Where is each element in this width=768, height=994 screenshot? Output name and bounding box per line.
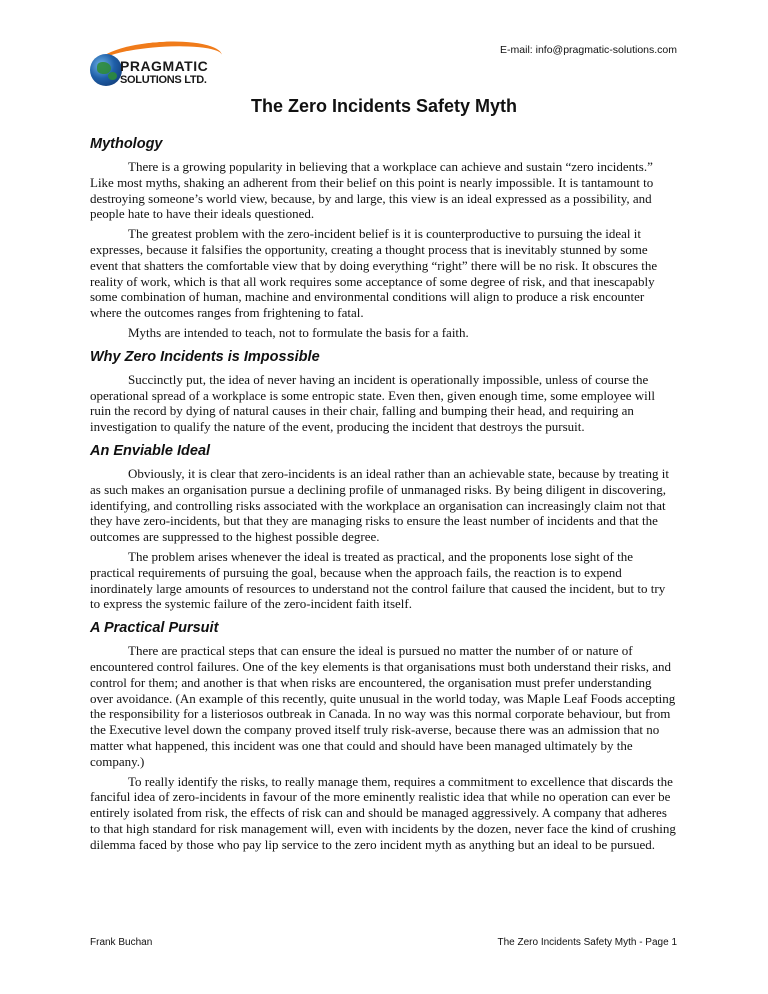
section-why-zero-incidents-impossible: [90, 349, 676, 435]
body-paragraph: The greatest problem with the zero-incident belief is it is counterproductive to pursuing the ideal it expresses, because it falsifies the opportunity, creating a thought process that is inevitably stunned by some event that shatters the comfortable view that by doing everything “right” there will be no risk. It obscures the reality of work, which is that all work requires some acceptance of some degree of risk, and that inescapably some combination of human, machine and environmental conditions will align to produce a risk encounter where the outcomes ranges from frightening to fatal.: [90, 226, 658, 321]
body-paragraph: Succinctly put, the idea of never having an incident is operationally impossible, unless of course the operational spread of a workplace is some entropic state. Even then, given enough time, some employee will ruin the record by dying of natural causes in their chair, falling and bumping their head, and requiring an investigation to qualify the nature of the event, producing the incident that destroys the pursuit.: [90, 371, 655, 435]
body-paragraph: There are practical steps that can ensure the ideal is pursued no matter the number of or nature of encountered control failures. One of the key elements is that organisations must both understand their risks, and control for them; and another is that when risks are encountered, the organisation must prefer understanding over avoidance. (An example of this recently, quite unusual in the world today, was Maple Leaf Foods accepting the responsibility for a listeriosos outbreak in Canada. In no way was this normal corporate behaviour, but from the Executive level down the company proved itself truly risk-averse, because there was an admission that no matter what happened, this incident was one that could and should have been managed ultimately by the company.): [90, 643, 676, 769]
section-heading: A Practical Pursuit: [90, 620, 219, 637]
footer-author: Frank Buchan: [90, 937, 153, 948]
section-heading: Why Zero Incidents is Impossible: [90, 348, 320, 365]
body-paragraph: Myths are intended to teach, not to formulate the basis for a faith.: [128, 324, 469, 340]
logo-wordmark-line1: PRAGMATIC: [120, 58, 209, 74]
section-mythology: [90, 136, 676, 341]
body-paragraph: Obviously, it is clear that zero-incidents is an ideal rather than an achievable state, because by treating it as such makes an organisation pursue a declining profile of unmanaged risks. By being diligent in discovering, identifying, and controlling risks associated with the workplace an organisation can increasingly claim not that they have zero-incidents, but that they are managing risks to ensure the least number of incidents and that the outcomes are suppressed to the highest possible degree.: [90, 465, 669, 545]
document-title: The Zero Incidents Safety Myth: [250, 96, 518, 116]
section-heading: Mythology: [90, 136, 163, 152]
logo-wordmark-line2: SOLUTIONS LTD.: [120, 74, 207, 86]
body-paragraph: The problem arises whenever the ideal is treated as practical, and the proponents lose sight of the practical requirements of pursuing the goal, because when the approach fails, the reaction is to expend inordinately large amounts of resources to understand not the control failure that caused the incident, but to try to express the systemic failure of the zero-incident faith itself.: [90, 548, 666, 612]
section-heading: An Enviable Ideal: [90, 442, 211, 459]
document-body: [90, 136, 676, 860]
body-paragraph: To really identify the risks, to really manage them, requires a commitment to excellence that discards the fanciful idea of zero-incidents in favour of the more eminently realistic idea that while no operation can ever be entirely isolated from risk, the effects of risk can and should be managed aggressively. A company that adheres to that high standard for risk management will, even with incidents by the dozen, never face the kind of crushing dilemma faced by those who pay lip service to the zero incident myth as anything but an ideal to be pursued.: [90, 773, 676, 852]
section-practical-pursuit: [90, 620, 676, 852]
company-logo: [90, 42, 230, 90]
contact-email: E-mail: info@pragmatic-solutions.com: [500, 44, 677, 56]
logo-land-shape-small: [108, 72, 117, 80]
footer-page-label: The Zero Incidents Safety Myth - Page 1: [497, 937, 677, 948]
section-enviable-ideal: [90, 443, 676, 612]
body-paragraph: There is a growing popularity in believing that a workplace can achieve and sustain “zero incidents.” Like most myths, shaking an adherent from their belief on this point is nearly impossible. It is tantamount to destroying someone’s world view, because, by and large, this view is an ideal expressed as a possibility, and people hate to have their ideals questioned.: [90, 159, 654, 222]
